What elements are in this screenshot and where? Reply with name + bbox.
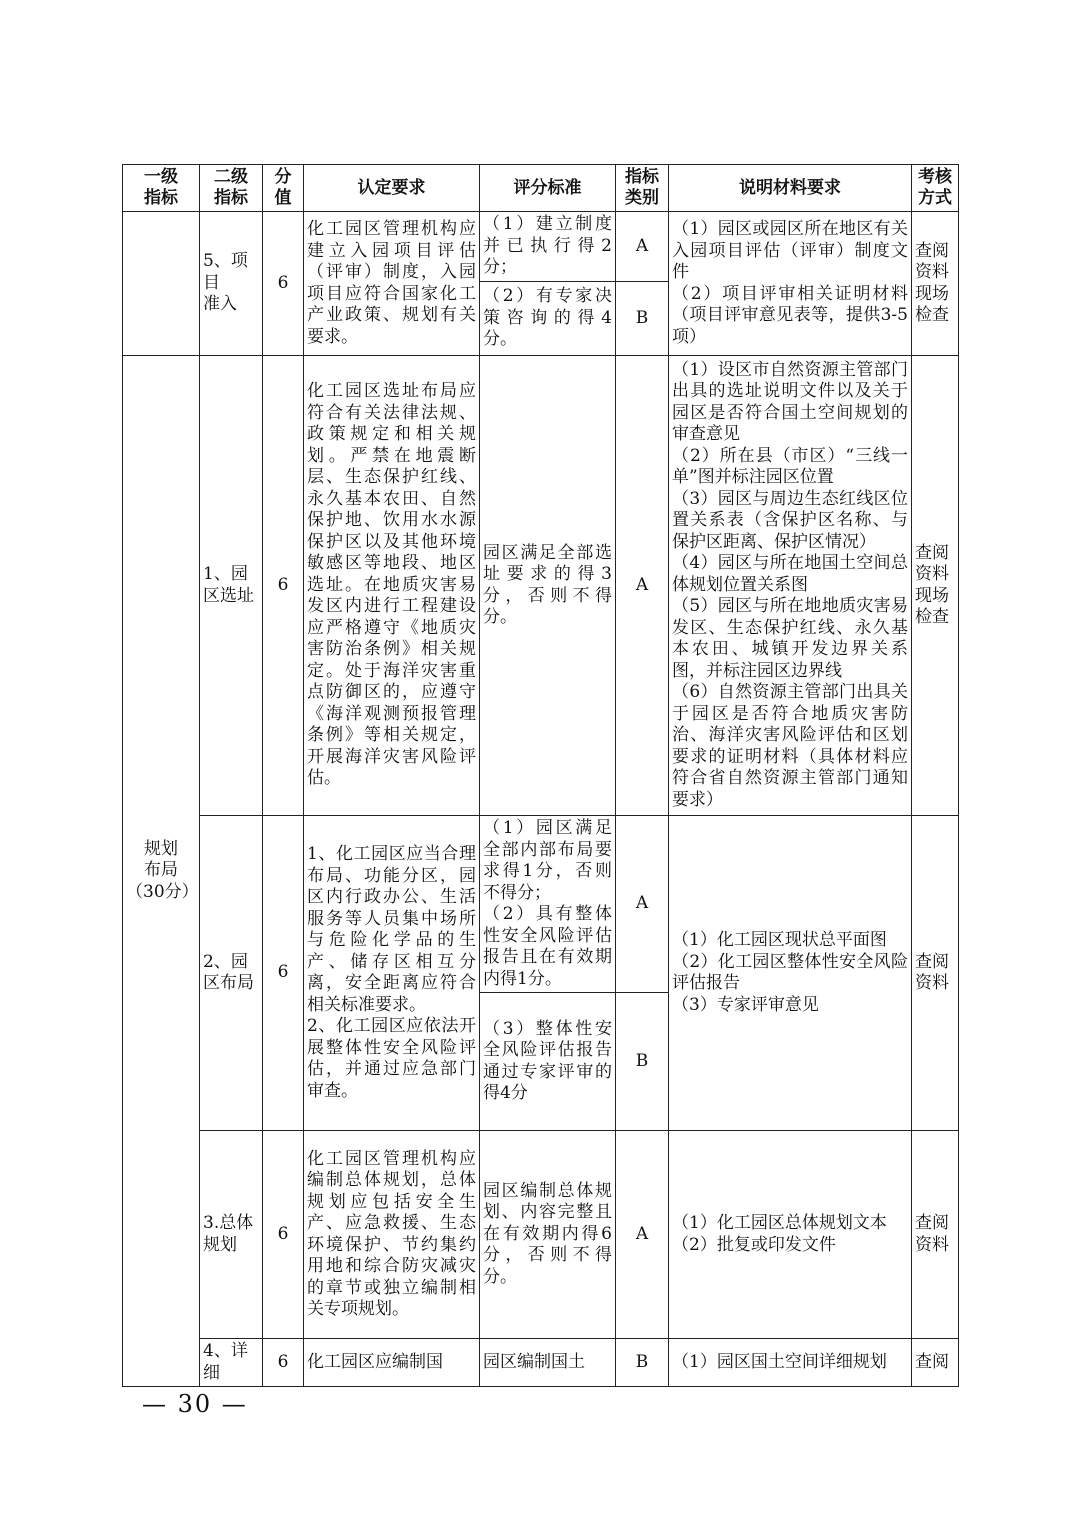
level2-cell: 3.总体 规划: [200, 1131, 263, 1339]
criteria-cell: （1）园区满足全部内部布局要求得1分，否则不得分； （2）具有整体性安全风险评估报告且在有效期内得1分。: [480, 816, 616, 993]
score-cell: 6: [263, 212, 304, 356]
materials-cell: （1）园区或园区所在地区有关入园项目评估（评审）制度文件 （2）项目评审相关证明材料（项目评审意见表等，提供3-5项）: [669, 212, 912, 356]
category-cell: A: [616, 356, 669, 816]
level1-cell: 规划 布局 （30分）: [123, 356, 200, 1387]
table-row: [123, 1339, 959, 1387]
table-row: [123, 356, 959, 816]
header-method: 考核 方式: [912, 165, 959, 212]
category-cell: A: [616, 816, 669, 993]
table-row: [123, 212, 959, 282]
criteria-cell: （3）整体性安全风险评估报告通过专家评审的得4分: [480, 993, 616, 1131]
page-number: — 30 —: [142, 1390, 248, 1418]
level2-cell: 5、项目 准入: [200, 212, 263, 356]
score-cell: 6: [263, 816, 304, 1131]
category-cell: A: [616, 1131, 669, 1339]
requirement-cell: 化工园区选址布局应符合有关法律法规、政策规定和相关规划。严禁在地震断层、生态保护红线、永久基本农田、自然保护地、饮用水水源保护区以及其他环境敏感区等地段、地区选址。在地质灾害易发区内进行工程建设应严格遵守《地质灾害防治条例》相关规定。处于海洋灾害重点防御区的，应遵守《海洋观测预报管理条例》等相关规定，开展海洋灾害风险评估。: [304, 356, 480, 816]
level2-cell: 1、园 区选址: [200, 356, 263, 816]
category-cell: B: [616, 282, 669, 356]
requirement-cell: 化工园区管理机构应建立入园项目评估（评审）制度，入园项目应符合国家化工产业政策、规划有关要求。: [304, 212, 480, 356]
method-cell: 查阅 资料 现场 检查: [912, 212, 959, 356]
method-cell: 查阅 资料 现场 检查: [912, 356, 959, 816]
category-cell: B: [616, 993, 669, 1131]
header-category: 指标 类别: [616, 165, 669, 212]
table-row: [123, 1131, 959, 1339]
header-criteria: 评分标准: [480, 165, 616, 212]
materials-cell: （1）化工园区现状总平面图 （2）化工园区整体性安全风险评估报告 （3）专家评审意见: [669, 816, 912, 1131]
evaluation-table: [122, 164, 959, 1387]
materials-cell: （1）设区市自然资源主管部门出具的选址说明文件以及关于园区是否符合国土空间规划的审查意见 （2）所在县（市区）“三线一单”图并标注园区位置 （3）园区与周边生态红线区位置关系表（含保护区名称、与保护区距离、保护区情况） （4）园区与所在地国土空间总体规划位置关系图 （5）园区与所在地地质灾害易发区、生态保护红线、永久基本农田、城镇开发边界关系图，并标注园区边界线 （6）自然资源主管部门出具关于园区是否符合地质灾害防治、海洋灾害风险评估和区划要求的证明材料（具体材料应符合省自然资源主管部门通知要求）: [669, 356, 912, 816]
criteria-cell: 园区编制总体规划、内容完整且在有效期内得6分，否则不得分。: [480, 1131, 616, 1339]
level1-cell-empty: [123, 212, 200, 356]
criteria-cell: 园区满足全部选址要求的得3分，否则不得分。: [480, 356, 616, 816]
criteria-cell: 园区编制国土: [480, 1339, 616, 1387]
method-cell: 查阅 资料: [912, 1131, 959, 1339]
score-cell: 6: [263, 356, 304, 816]
level2-cell: 2、园 区布局: [200, 816, 263, 1131]
materials-cell: （1）园区国土空间详细规划: [669, 1339, 912, 1387]
category-cell: B: [616, 1339, 669, 1387]
method-cell: 查阅: [912, 1339, 959, 1387]
header-requirement: 认定要求: [304, 165, 480, 212]
header-level1: 一级 指标: [123, 165, 200, 212]
header-row: [123, 165, 959, 212]
criteria-cell: （1）建立制度并已执行得2分；: [480, 212, 616, 282]
materials-cell: （1）化工园区总体规划文本 （2）批复或印发文件: [669, 1131, 912, 1339]
requirement-cell: 1、化工园区应当合理布局、功能分区，园区内行政办公、生活服务等人员集中场所与危险化学品的生产、储存区相互分离，安全距离应符合相关标准要求。 2、化工园区应依法开展整体性安全风险评估，并通过应急部门审查。: [304, 816, 480, 1131]
header-level2: 二级 指标: [200, 165, 263, 212]
header-score: 分 值: [263, 165, 304, 212]
level2-cell: 4、详细: [200, 1339, 263, 1387]
header-materials: 说明材料要求: [669, 165, 912, 212]
score-cell: 6: [263, 1339, 304, 1387]
requirement-cell: 化工园区应编制国: [304, 1339, 480, 1387]
requirement-cell: 化工园区管理机构应编制总体规划，总体规划应包括安全生产、应急救援、生态环境保护、节约集约用地和综合防灾减灾的章节或独立编制相关专项规划。: [304, 1131, 480, 1339]
method-cell: 查阅 资料: [912, 816, 959, 1131]
score-cell: 6: [263, 1131, 304, 1339]
table-row: [123, 816, 959, 993]
criteria-cell: （2）有专家决策咨询的得4分。: [480, 282, 616, 356]
category-cell: A: [616, 212, 669, 282]
